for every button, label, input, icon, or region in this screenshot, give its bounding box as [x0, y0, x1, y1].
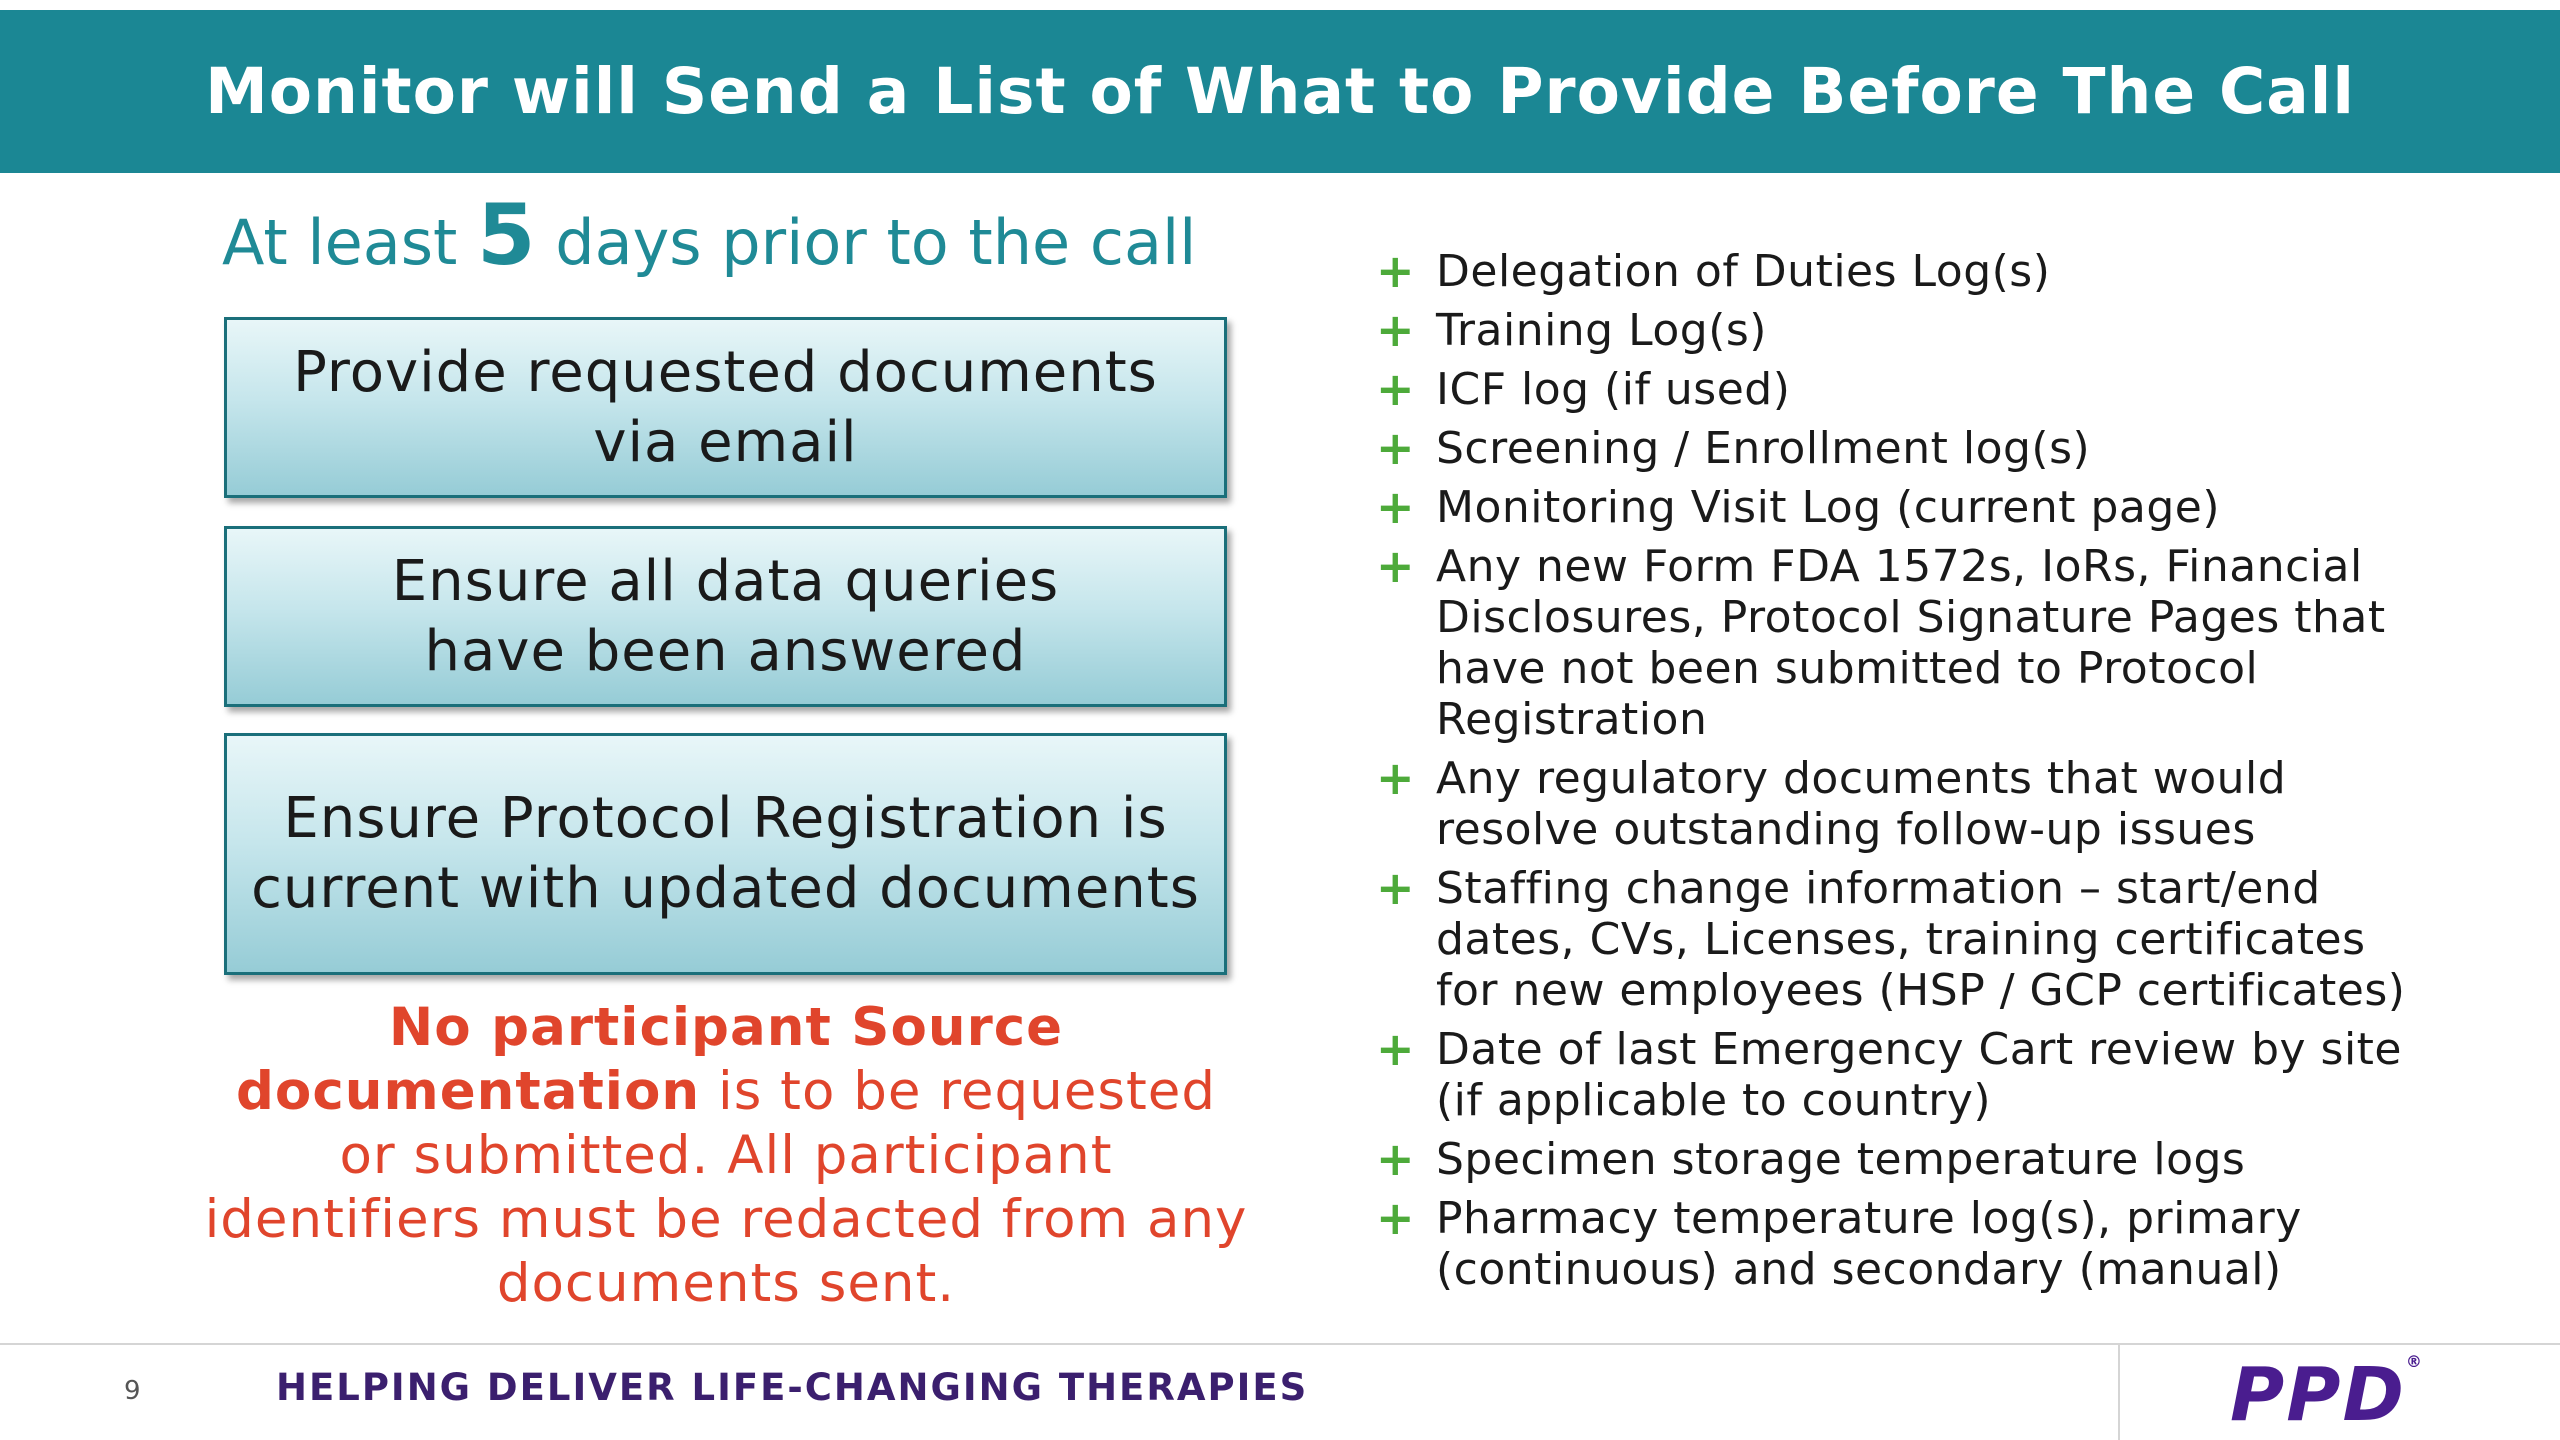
- action-box-line: Ensure Protocol Registration is: [283, 786, 1168, 851]
- source-documentation-notice: [200, 996, 1252, 1316]
- checklist-item: [1370, 753, 2420, 855]
- footer-tagline: HELPING DELIVER LIFE-CHANGING THERAPIES: [276, 1366, 1309, 1409]
- plus-icon: +: [1376, 303, 1416, 357]
- plus-icon: +: [1376, 480, 1416, 534]
- checklist-item: [1370, 423, 2420, 474]
- checklist-item-text: Date of last Emergency Cart review by site (if applicable to country): [1436, 1024, 2402, 1126]
- checklist-item: [1370, 541, 2420, 745]
- subtitle-prefix: At least: [222, 206, 458, 279]
- action-box-line: current with updated documents: [251, 856, 1200, 921]
- notice-text: is to be requested or submitted. All participant identifiers must be redacted from any documents sent.: [204, 1061, 1248, 1314]
- plus-icon: +: [1376, 861, 1416, 915]
- subtitle-suffix: days prior to the call: [555, 206, 1197, 279]
- action-box-line: Provide requested documents: [293, 339, 1158, 405]
- checklist-item: [1370, 364, 2420, 415]
- logo-text: PPD: [2230, 1352, 2406, 1438]
- checklist-item-text: Training Log(s): [1436, 305, 1767, 356]
- checklist-item-text: Pharmacy temperature log(s), primary (continuous) and secondary (manual): [1436, 1193, 2302, 1295]
- plus-icon: +: [1376, 1022, 1416, 1076]
- plus-icon: +: [1376, 362, 1416, 416]
- footer-divider-line: [0, 1343, 2560, 1345]
- checklist-item-text: Delegation of Duties Log(s): [1436, 246, 2051, 297]
- plus-icon: +: [1376, 1132, 1416, 1186]
- checklist-item: [1370, 1193, 2420, 1295]
- action-box-line: via email: [593, 409, 858, 475]
- page-number: 9: [124, 1376, 141, 1406]
- plus-icon: +: [1376, 1191, 1416, 1245]
- slide-title: Monitor will Send a List of What to Provide Before The Call: [205, 55, 2355, 128]
- action-box-protocol-registration: [224, 733, 1227, 975]
- checklist-item-text: ICF log (if used): [1436, 364, 1791, 415]
- checklist-item: [1370, 482, 2420, 533]
- plus-icon: +: [1376, 751, 1416, 805]
- checklist-item: [1370, 1024, 2420, 1126]
- checklist-item-text: Monitoring Visit Log (current page): [1436, 482, 2221, 533]
- checklist-item-text: Screening / Enrollment log(s): [1436, 423, 2091, 474]
- title-bar: [0, 10, 2560, 173]
- checklist-item-text: Any new Form FDA 1572s, IoRs, Financial Disclosures, Protocol Signature Pages that have not been submitted to Protocol Registration: [1436, 541, 2386, 745]
- plus-icon: +: [1376, 539, 1416, 593]
- subtitle-number: 5: [477, 186, 536, 284]
- checklist-item-text: Specimen storage temperature logs: [1436, 1134, 2246, 1185]
- ppd-logo: [2230, 1352, 2424, 1438]
- checklist-item: [1370, 246, 2420, 297]
- plus-icon: +: [1376, 421, 1416, 475]
- action-box-line: Ensure all data queries: [391, 548, 1060, 614]
- checklist-item: [1370, 305, 2420, 356]
- footer-vertical-divider: [2118, 1345, 2120, 1440]
- document-checklist: [1370, 246, 2420, 1303]
- checklist-item-text: Staffing change information – start/end dates, CVs, Licenses, training certificates for new employees (HSP / GCP certificates): [1436, 863, 2406, 1016]
- registered-mark: ®: [2405, 1352, 2424, 1371]
- subtitle: [222, 185, 1196, 286]
- plus-icon: +: [1376, 244, 1416, 298]
- checklist-item-text: Any regulatory documents that would resolve outstanding follow-up issues: [1436, 753, 2287, 855]
- notice-bold-text: No participant Source documentation: [235, 997, 1064, 1122]
- action-box-provide-documents: [224, 317, 1227, 498]
- action-box-line: have been answered: [424, 618, 1027, 684]
- checklist-item: [1370, 863, 2420, 1016]
- checklist-item: [1370, 1134, 2420, 1185]
- action-box-data-queries: [224, 526, 1227, 707]
